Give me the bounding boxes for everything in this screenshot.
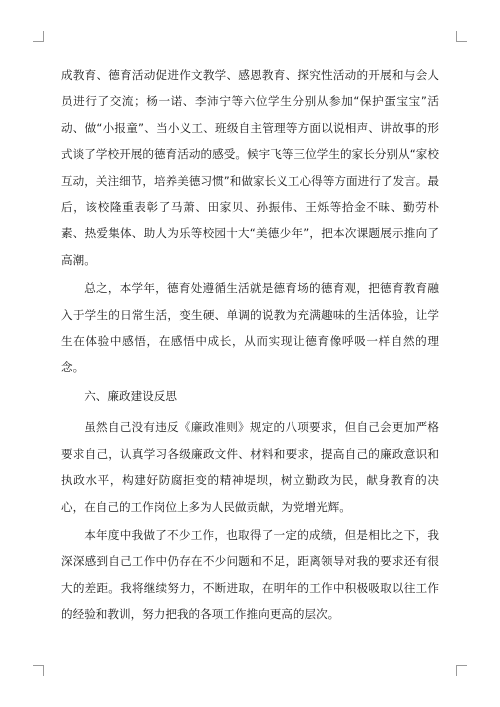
crop-mark-bottom-right [456,665,467,676]
paragraph-conclusion: 本年度中我做了不少工作，也取得了一定的成绩，但是相比之下，我深深感到自己工作中仍存在不少问题和不足，距离领导对我的要求还有很大的差距。我将继续努力，不断进取，在明年的工作中积极吸取以往工作的经验和教训，努力把我的各项工作推向更高的层次。 [61,527,439,622]
paragraph-moral-activities: 成教育、德育活动促进作文教学、感恩教育、探究性活动的开展和与会人员进行了交流；杨一诺、李沛宁等六位学生分别从参加“保护蛋宝宝”活动、做“小报童”、当小义工、班级自主管理等方面以说相声、讲故事的形式谈了学校开展的德育活动的感受。候宇飞等三位学生的家长分别从“家校互动，关注细节，培养美德习惯”和做家长义工心得等方面进行了发言。最后，该校隆重表彰了马萧、田家贝、孙振伟、王烁等拾金不昧、勤劳朴素、热爱集体、助人为乐等校园十大“美德少年”，把本次课题展示推向了高潮。 [61,68,439,267]
crop-mark-top-right [456,31,467,42]
crop-mark-top-left [33,31,44,42]
document-body [61,62,439,628]
paragraph-integrity: 虽然自己没有违反《廉政准则》规定的八项要求，但自己会更加严格要求自己，认真学习各级廉政文件、材料和要求，提高自己的廉政意识和执政水平，构建好防腐拒变的精神堤坝，树立勤政为民，献身教育的决心，在自己的工作岗位上多为人民做贡献，为党增光辉。 [61,420,439,514]
paragraph-summary: 总之，本学年，德育处遵循生活就是德育场的德育观，把德育教育融入于学生的日常生活，变生硬、单调的说教为充满趣味的生活体验，让学生在体验中感悟，在感悟中成长，从而实现让德育像呼吸一样自然的理念。 [61,281,439,375]
crop-mark-bottom-left [33,665,44,676]
section-heading: 六、廉政建设反思 [84,388,177,403]
